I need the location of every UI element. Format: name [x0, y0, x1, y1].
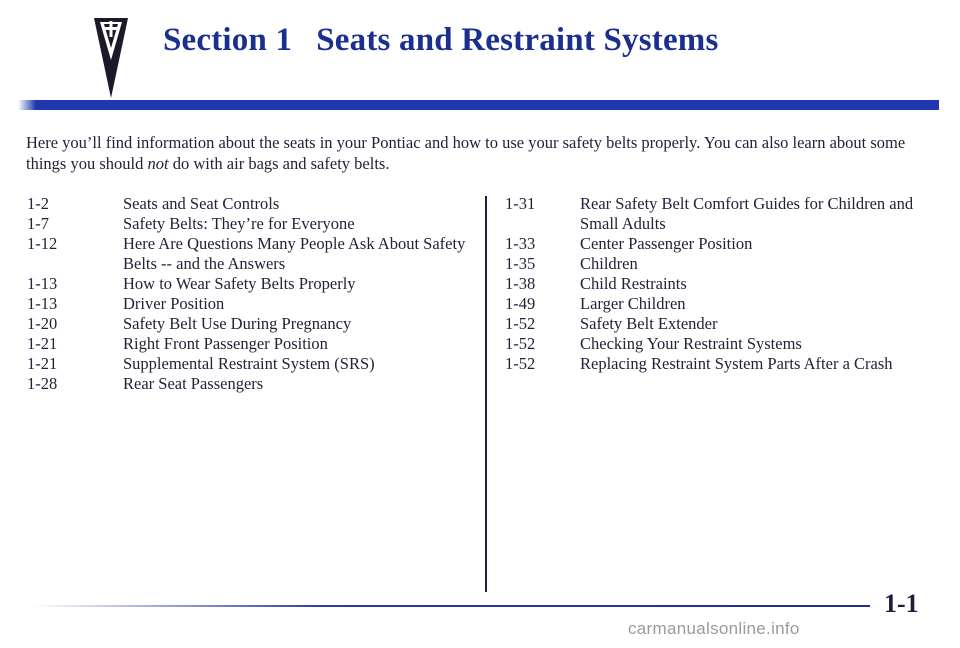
toc-entry[interactable]	[27, 294, 467, 314]
toc-title: Seats and Seat Controls	[123, 194, 280, 213]
toc-entry[interactable]	[27, 314, 467, 334]
toc-page: 1-31	[505, 194, 536, 213]
toc-page: 1-12	[27, 234, 58, 253]
column-divider	[485, 196, 487, 592]
toc-page: 1-13	[27, 294, 58, 313]
toc-page: 1-28	[27, 374, 58, 393]
toc-entry[interactable]	[27, 274, 467, 294]
toc-title: Safety Belt Use During Pregnancy	[123, 314, 352, 333]
pontiac-logo-icon	[92, 12, 130, 100]
intro-text-after: do with air bags and safety belts.	[168, 154, 390, 173]
toc-title: Rear Safety Belt Comfort Guides for Children and Small Adults	[580, 194, 914, 233]
toc-entry[interactable]	[505, 254, 935, 274]
toc-title: Driver Position	[123, 294, 225, 313]
toc-title: Child Restraints	[580, 274, 687, 293]
section-label: Section 1	[163, 22, 293, 58]
toc-page: 1-49	[505, 294, 536, 313]
toc-title: Rear Seat Passengers	[123, 374, 264, 393]
toc-page: 1-35	[505, 254, 536, 273]
toc-page: 1-52	[505, 354, 536, 373]
section-name: Seats and Restraint Systems	[316, 22, 719, 58]
toc-page: 1-52	[505, 334, 536, 353]
toc-title: Here Are Questions Many People Ask About Safety Belts -- and the Answers	[123, 234, 466, 273]
toc-entry[interactable]	[505, 314, 935, 334]
toc-page: 1-13	[27, 274, 58, 293]
toc-page: 1-7	[27, 214, 49, 233]
toc-entry[interactable]	[505, 334, 935, 354]
toc-entry[interactable]	[505, 354, 935, 374]
watermark-text: carmanualsonline.info	[628, 619, 800, 638]
toc-title: Right Front Passenger Position	[123, 334, 328, 353]
toc-title: Safety Belt Extender	[580, 314, 718, 333]
toc-page: 1-52	[505, 314, 536, 333]
toc-title: Checking Your Restraint Systems	[580, 334, 802, 353]
toc-entry[interactable]	[505, 194, 935, 234]
intro-paragraph	[26, 132, 916, 174]
toc-page: 1-20	[27, 314, 58, 333]
toc-page: 1-21	[27, 334, 58, 353]
toc-page: 1-33	[505, 234, 536, 253]
toc-page: 1-21	[27, 354, 58, 373]
toc-entry[interactable]	[27, 194, 467, 214]
toc-title: Supplemental Restraint System (SRS)	[123, 354, 375, 373]
toc-entry[interactable]	[505, 294, 935, 314]
page-title	[163, 22, 719, 59]
toc-page: 1-2	[27, 194, 49, 213]
toc-entry[interactable]	[505, 234, 935, 254]
toc-entry[interactable]	[27, 214, 467, 234]
toc-title: Replacing Restraint System Parts After a Crash	[580, 354, 893, 373]
toc-page: 1-38	[505, 274, 536, 293]
intro-text-before: Here you’ll find information about the seats in your Pontiac and how to use your safety belts properly. You can also learn about some things you should	[26, 133, 906, 173]
toc-title: Larger Children	[580, 294, 686, 313]
footer-rule	[32, 605, 870, 607]
toc-right-column	[505, 194, 935, 374]
toc-entry[interactable]	[27, 354, 467, 374]
toc-left-column	[27, 194, 467, 394]
toc-title: Children	[580, 254, 638, 273]
toc-entry[interactable]	[27, 234, 467, 274]
intro-emphasis: not	[147, 154, 169, 173]
page-number: 1-1	[884, 589, 919, 618]
toc-title: Center Passenger Position	[580, 234, 753, 253]
header-bar	[18, 100, 939, 110]
toc-title: Safety Belts: They’re for Everyone	[123, 214, 355, 233]
toc-entry[interactable]	[505, 274, 935, 294]
toc-title: How to Wear Safety Belts Properly	[123, 274, 356, 293]
toc-entry[interactable]	[27, 374, 467, 394]
toc-entry[interactable]	[27, 334, 467, 354]
